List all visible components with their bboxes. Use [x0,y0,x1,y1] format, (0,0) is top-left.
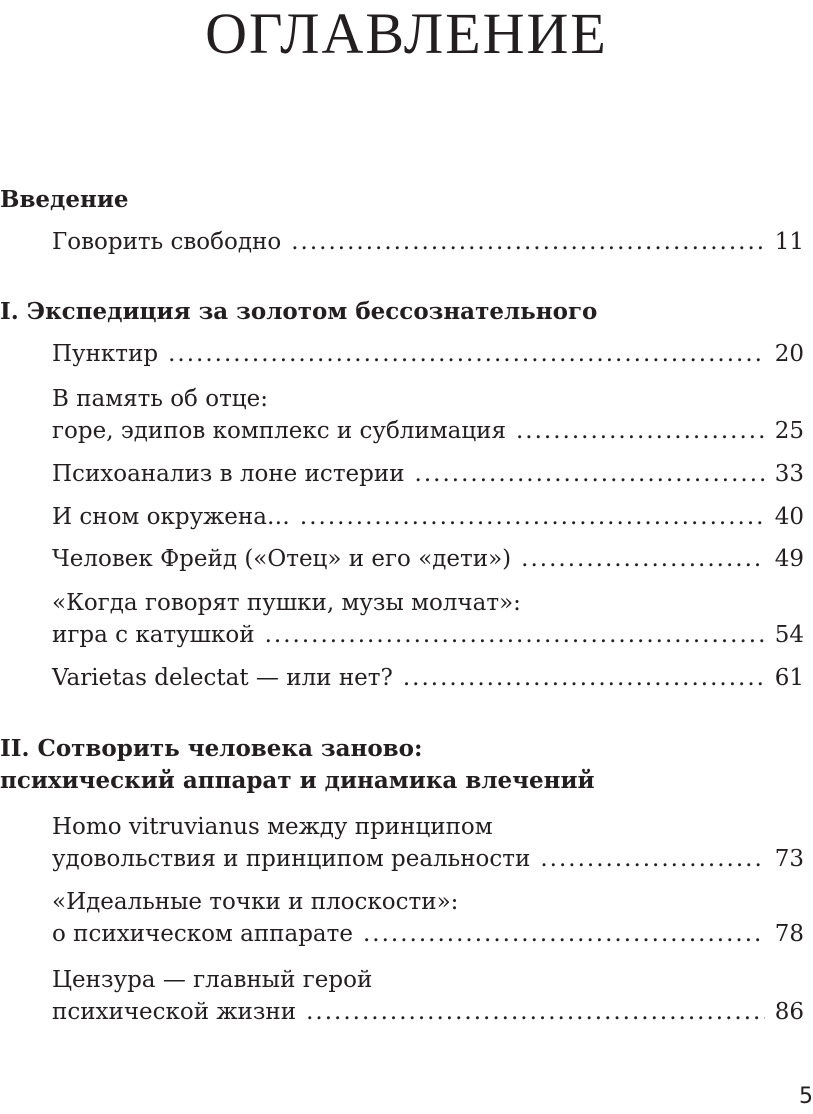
toc-entry-title-continued: игра с катушкой [52,622,255,648]
toc-entry[interactable] [52,501,804,533]
dot-leader [540,843,764,875]
dot-leader [291,226,765,258]
toc-entry[interactable] [52,543,804,575]
toc-entry-title: Цензура — главный герой [52,967,373,993]
section-heading-part-2 [0,733,595,797]
page-number: 73 [774,846,804,872]
toc-entry[interactable] [52,662,804,694]
page-folio-number: 5 [799,1084,813,1109]
toc-entry-title-continued: удовольствия и принципом реальности [52,846,531,872]
page-number: 49 [774,546,804,572]
dot-leader [363,918,765,950]
dot-leader [168,338,765,370]
section-heading-part-1: I. Экспедиция за золотом бессознательного [0,298,598,325]
toc-entry-title: Говорить свободно [52,229,282,255]
toc-entry[interactable] [52,587,804,651]
toc-entry[interactable] [52,458,804,490]
toc-entry-title: В память об отце: [52,386,268,412]
toc-entry[interactable] [52,338,804,370]
toc-entry-title: Homo vitruvianus между принципом [52,814,493,840]
toc-entry-title: «Идеальные точки и плоскости»: [52,889,459,915]
section-heading-introduction: Введение [0,186,129,213]
page-number: 20 [774,341,804,367]
toc-entry-title: Varietas delectat — или нет? [52,665,393,691]
toc-entry-title-continued: горе, эдипов комплекс и сублимация [52,418,506,444]
section-heading-line: II. Сотворить человека заново: [0,735,423,762]
toc-entry[interactable] [52,886,804,950]
dot-leader [415,458,765,490]
dot-leader [516,415,765,447]
page-number: 33 [774,461,804,487]
toc-entry[interactable] [52,226,804,258]
page-title: ОГЛАВЛЕНИЕ [205,1,608,66]
toc-entry[interactable] [52,964,804,1028]
dot-leader [306,996,765,1028]
toc-entry-title-continued: о психическом аппарате [52,921,353,947]
page-number: 86 [774,999,804,1025]
page-number: 78 [774,921,804,947]
page-number: 25 [774,418,804,444]
section-heading-line: психический аппарат и динамика влечений [0,767,595,794]
toc-entry-title: И сном окружена… [52,504,290,530]
dot-leader [300,501,765,533]
toc-entry-title: Психоанализ в лоне истерии [52,461,405,487]
toc-entry[interactable] [52,383,804,447]
toc-entry-title: Человек Фрейд («Отец» и его «дети») [52,546,512,572]
toc-entry-title: «Когда говорят пушки, музы молчат»: [52,590,521,616]
page-number: 54 [774,622,804,648]
dot-leader [265,619,765,651]
toc-entry[interactable] [52,811,804,875]
dot-leader [403,662,765,694]
page-number: 40 [774,504,804,530]
dot-leader [521,543,765,575]
toc-entry-title: Пунктир [52,341,159,367]
page-number: 61 [774,665,804,691]
toc-entry-title-continued: психической жизни [52,999,297,1025]
page-number: 11 [774,229,804,255]
